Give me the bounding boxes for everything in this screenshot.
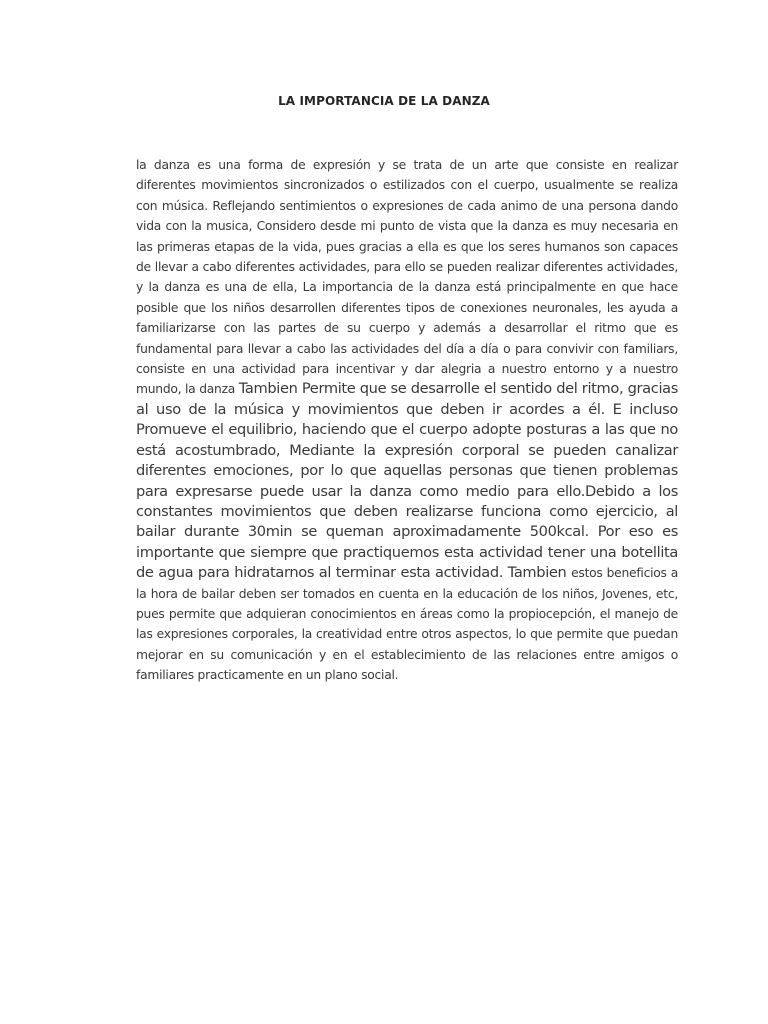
paragraph-part-3: estos beneficios a la hora de bailar deben ser tomados en cuenta en la educación de los niños, Jovenes, etc, pues permite que adquieran conocimientos en áreas como la propiocepción, el manejo de las expresiones corporales, la creatividad entre otros aspectos, lo que permite que puedan mejorar en su comunicación y en el establecimiento de las relaciones entre amigos o familiares practicamente en un plano social. <box>136 566 678 683</box>
paragraph-part-1: la danza es una forma de expresión y se trata de un arte que consiste en realizar diferentes movimientos sincronizados o estilizados con el cuerpo, usualmente se realiza con música. Reflejando sentimientos o expresiones de cada animo de una persona dando vida con la musica, Considero desde mi punto de vista que la danza es muy necesaria en las primeras etapas de la vida, pues gracias a ella es que los seres humanos son capaces de llevar a cabo diferentes actividades, para ello se pueden realizar diferentes actividades, y la danza es una de ella, La importancia de la danza está principalmente en que hace posible que los niños desarrollen diferentes tipos de conexiones neuronales, les ayuda a familiarizarse con las partes de su cuerpo y además a desarrollar el ritmo que es fundamental para llevar a cabo las actividades del día a día o para convivir con familiars, consiste en una actividad para incentivar y dar alegria a nuestro entorno y a nuestro mundo, la danza <box>136 158 678 397</box>
document-title: LA IMPORTANCIA DE LA DANZA <box>278 94 490 108</box>
body-paragraph <box>136 154 678 685</box>
paragraph-part-2: Tambien Permite que se desarrolle el sentido del ritmo, gracias al uso de la música y movimientos que deben ir acordes a él. E incluso Promueve el equilibrio, haciendo que el cuerpo adopte posturas a las que no está acostumbrado, Mediante la expresión corporal se pueden canalizar diferentes emociones, por lo que aquellas personas que tienen problemas para expresarse puede usar la danza como medio para ello.Debido a los constantes movimientos que deben realizarse funciona como ejercicio, al bailar durante 30min se queman aproximadamente 500kcal. Por eso es importante que siempre que practiquemos esta actividad tener una botellita de agua para hidratarnos al terminar esta actividad. Tambien <box>136 380 678 582</box>
